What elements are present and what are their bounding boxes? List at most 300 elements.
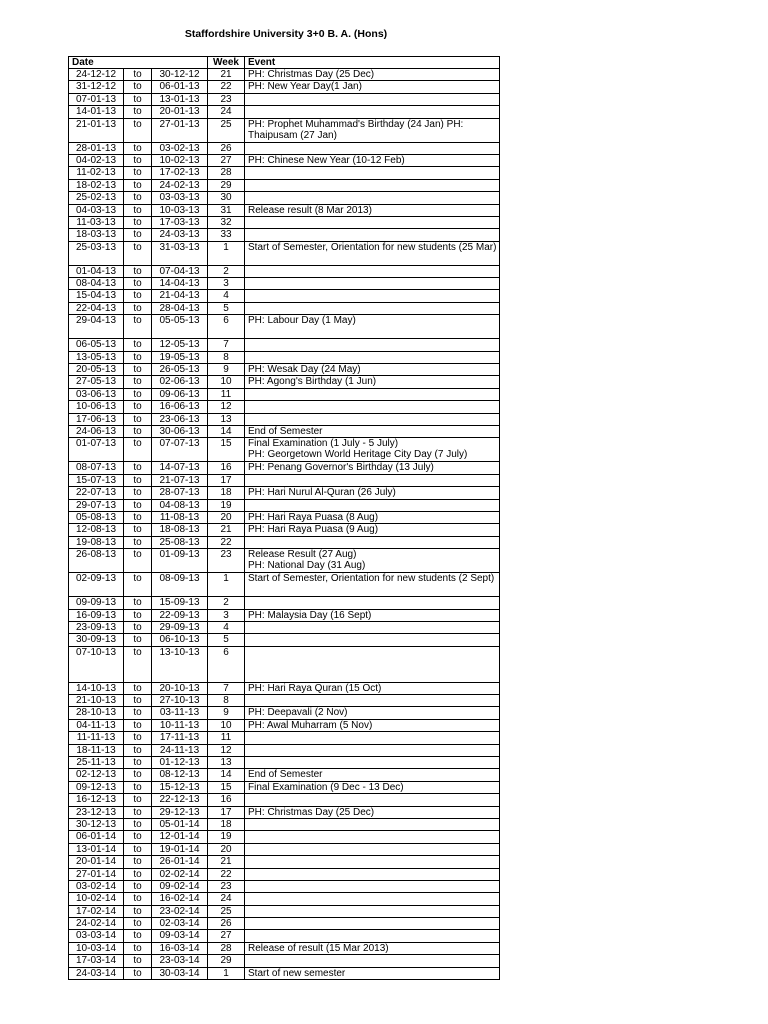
- to-cell: to: [124, 499, 152, 511]
- table-row: [69, 524, 500, 536]
- to-cell: to: [124, 942, 152, 954]
- table-row: [69, 646, 500, 682]
- table-row: [69, 204, 500, 216]
- to-cell: to: [124, 339, 152, 351]
- event-cell: [245, 880, 500, 892]
- start-date-cell: 17-03-14: [69, 955, 124, 967]
- end-date-cell: 17-11-13: [152, 732, 208, 744]
- start-date-cell: 14-01-13: [69, 106, 124, 118]
- start-date-cell: 18-02-13: [69, 179, 124, 191]
- week-cell: 5: [208, 634, 245, 646]
- event-text: PH: Deepavali (2 Nov): [248, 707, 348, 719]
- week-cell: 23: [208, 93, 245, 105]
- start-date-cell: 04-02-13: [69, 154, 124, 166]
- week-cell: 7: [208, 682, 245, 694]
- end-date-cell: 14-07-13: [152, 462, 208, 474]
- end-date-cell: 01-12-13: [152, 757, 208, 769]
- event-cell: [245, 290, 500, 302]
- to-cell: to: [124, 549, 152, 573]
- end-date-cell: 01-09-13: [152, 549, 208, 573]
- event-cell: [245, 831, 500, 843]
- week-cell: 26: [208, 142, 245, 154]
- week-cell: 3: [208, 609, 245, 621]
- start-date-cell: 24-02-14: [69, 918, 124, 930]
- table-row: [69, 216, 500, 228]
- start-date-cell: 05-08-13: [69, 511, 124, 523]
- event-text: PH: Awal Muharram (5 Nov): [248, 719, 373, 731]
- event-text: PH: Chinese New Year (10-12 Feb): [248, 154, 405, 166]
- to-cell: to: [124, 167, 152, 179]
- event-text: Start of Semester, Orientation for new students (2 Sept): [248, 573, 495, 585]
- event-cell: [245, 942, 500, 954]
- event-cell: [245, 905, 500, 917]
- week-cell: 8: [208, 695, 245, 707]
- to-cell: to: [124, 69, 152, 81]
- week-cell: 17: [208, 474, 245, 486]
- event-cell: [245, 487, 500, 499]
- to-cell: to: [124, 81, 152, 93]
- to-cell: to: [124, 868, 152, 880]
- event-cell: [245, 732, 500, 744]
- table-row: [69, 69, 500, 81]
- event-cell: [245, 856, 500, 868]
- week-cell: 11: [208, 388, 245, 400]
- event-cell: [245, 474, 500, 486]
- start-date-cell: 18-11-13: [69, 744, 124, 756]
- week-cell: 16: [208, 794, 245, 806]
- to-cell: to: [124, 351, 152, 363]
- table-row: [69, 351, 500, 363]
- event-text: Start of Semester, Orientation for new students (25 Mar): [248, 241, 497, 253]
- start-date-cell: 01-04-13: [69, 265, 124, 277]
- end-date-cell: 30-06-13: [152, 425, 208, 437]
- end-date-cell: 12-01-14: [152, 831, 208, 843]
- table-row: [69, 868, 500, 880]
- event-header: Event: [245, 57, 500, 69]
- week-cell: 24: [208, 106, 245, 118]
- to-cell: to: [124, 856, 152, 868]
- start-date-cell: 11-11-13: [69, 732, 124, 744]
- event-cell: [245, 930, 500, 942]
- end-date-cell: 02-02-14: [152, 868, 208, 880]
- start-date-cell: 07-10-13: [69, 646, 124, 682]
- to-cell: to: [124, 413, 152, 425]
- week-cell: 7: [208, 339, 245, 351]
- table-row: [69, 744, 500, 756]
- end-date-cell: 19-05-13: [152, 351, 208, 363]
- end-date-cell: 30-03-14: [152, 967, 208, 979]
- start-date-cell: 03-02-14: [69, 880, 124, 892]
- end-date-cell: 14-04-13: [152, 278, 208, 290]
- start-date-cell: 09-09-13: [69, 597, 124, 609]
- table-row: [69, 905, 500, 917]
- event-text: PH: Agong's Birthday (1 Jun): [248, 376, 377, 388]
- week-cell: 32: [208, 216, 245, 228]
- event-cell: [245, 634, 500, 646]
- event-cell: [245, 339, 500, 351]
- end-date-cell: 30-12-12: [152, 69, 208, 81]
- end-date-cell: 10-02-13: [152, 154, 208, 166]
- table-row: [69, 413, 500, 425]
- event-cell: [245, 707, 500, 719]
- week-cell: 19: [208, 831, 245, 843]
- event-cell: [245, 597, 500, 609]
- table-row: [69, 893, 500, 905]
- start-date-cell: 13-01-14: [69, 843, 124, 855]
- week-cell: 2: [208, 597, 245, 609]
- start-date-cell: 18-03-13: [69, 229, 124, 241]
- week-cell: 14: [208, 425, 245, 437]
- to-cell: to: [124, 818, 152, 830]
- start-date-cell: 20-01-14: [69, 856, 124, 868]
- table-row: [69, 388, 500, 400]
- to-cell: to: [124, 376, 152, 388]
- week-cell: 27: [208, 930, 245, 942]
- to-cell: to: [124, 93, 152, 105]
- week-cell: 16: [208, 462, 245, 474]
- to-cell: to: [124, 474, 152, 486]
- event-text: PH: Hari Raya Puasa (8 Aug): [248, 511, 379, 523]
- end-date-cell: 08-09-13: [152, 573, 208, 597]
- table-row: [69, 818, 500, 830]
- start-date-cell: 29-04-13: [69, 315, 124, 339]
- start-date-cell: 08-07-13: [69, 462, 124, 474]
- week-header: Week: [208, 57, 245, 69]
- date-header: Date: [69, 57, 208, 69]
- table-row: [69, 955, 500, 967]
- end-date-cell: 18-08-13: [152, 524, 208, 536]
- start-date-cell: 09-12-13: [69, 781, 124, 793]
- start-date-cell: 30-12-13: [69, 818, 124, 830]
- to-cell: to: [124, 918, 152, 930]
- to-cell: to: [124, 438, 152, 462]
- event-cell: [245, 769, 500, 781]
- to-cell: to: [124, 364, 152, 376]
- to-cell: to: [124, 216, 152, 228]
- end-date-cell: 27-01-13: [152, 118, 208, 142]
- to-cell: to: [124, 732, 152, 744]
- end-date-cell: 08-12-13: [152, 769, 208, 781]
- event-cell: [245, 192, 500, 204]
- start-date-cell: 13-05-13: [69, 351, 124, 363]
- start-date-cell: 23-12-13: [69, 806, 124, 818]
- week-cell: 20: [208, 511, 245, 523]
- table-row: [69, 438, 500, 462]
- event-cell: [245, 154, 500, 166]
- end-date-cell: 03-02-13: [152, 142, 208, 154]
- start-date-cell: 14-10-13: [69, 682, 124, 694]
- table-row: [69, 621, 500, 633]
- end-date-cell: 16-03-14: [152, 942, 208, 954]
- to-cell: to: [124, 769, 152, 781]
- event-cell: [245, 462, 500, 474]
- table-row: [69, 487, 500, 499]
- end-date-cell: 07-07-13: [152, 438, 208, 462]
- end-date-cell: 29-09-13: [152, 621, 208, 633]
- week-cell: 22: [208, 536, 245, 548]
- event-cell: [245, 499, 500, 511]
- end-date-cell: 03-03-13: [152, 192, 208, 204]
- start-date-cell: 03-06-13: [69, 388, 124, 400]
- start-date-cell: 24-06-13: [69, 425, 124, 437]
- end-date-cell: 19-01-14: [152, 843, 208, 855]
- event-cell: [245, 179, 500, 191]
- end-date-cell: 31-03-13: [152, 241, 208, 265]
- week-cell: 18: [208, 818, 245, 830]
- start-date-cell: 15-07-13: [69, 474, 124, 486]
- start-date-cell: 03-03-14: [69, 930, 124, 942]
- week-cell: 5: [208, 302, 245, 314]
- week-cell: 29: [208, 955, 245, 967]
- table-row: [69, 573, 500, 597]
- start-date-cell: 27-01-14: [69, 868, 124, 880]
- week-cell: 1: [208, 967, 245, 979]
- event-text: PH: Wesak Day (24 May): [248, 364, 361, 376]
- week-cell: 13: [208, 413, 245, 425]
- end-date-cell: 23-02-14: [152, 905, 208, 917]
- end-date-cell: 10-03-13: [152, 204, 208, 216]
- table-row: [69, 634, 500, 646]
- event-text: End of Semester: [248, 769, 323, 781]
- to-cell: to: [124, 118, 152, 142]
- start-date-cell: 31-12-12: [69, 81, 124, 93]
- to-cell: to: [124, 302, 152, 314]
- event-cell: [245, 818, 500, 830]
- event-text: PH: Hari Nurul Al-Quran (26 July): [248, 487, 396, 499]
- week-cell: 31: [208, 204, 245, 216]
- event-cell: [245, 781, 500, 793]
- start-date-cell: 16-09-13: [69, 609, 124, 621]
- end-date-cell: 13-10-13: [152, 646, 208, 682]
- start-date-cell: 16-12-13: [69, 794, 124, 806]
- event-cell: [245, 142, 500, 154]
- to-cell: to: [124, 179, 152, 191]
- to-cell: to: [124, 204, 152, 216]
- week-cell: 22: [208, 868, 245, 880]
- week-cell: 9: [208, 364, 245, 376]
- event-text: PH: Georgetown World Heritage City Day (7 July): [248, 449, 468, 461]
- start-date-cell: 06-01-14: [69, 831, 124, 843]
- start-date-cell: 30-09-13: [69, 634, 124, 646]
- end-date-cell: 02-03-14: [152, 918, 208, 930]
- start-date-cell: 20-05-13: [69, 364, 124, 376]
- table-row: [69, 401, 500, 413]
- to-cell: to: [124, 192, 152, 204]
- week-cell: 10: [208, 719, 245, 731]
- event-text: PH: Hari Raya Puasa (9 Aug): [248, 524, 379, 536]
- week-cell: 21: [208, 524, 245, 536]
- to-cell: to: [124, 609, 152, 621]
- to-cell: to: [124, 695, 152, 707]
- event-cell: [245, 609, 500, 621]
- table-row: [69, 707, 500, 719]
- table-row: [69, 719, 500, 731]
- table-row: [69, 339, 500, 351]
- table-row: [69, 81, 500, 93]
- event-cell: [245, 744, 500, 756]
- event-text: End of Semester: [248, 425, 323, 437]
- week-cell: 19: [208, 499, 245, 511]
- end-date-cell: 29-12-13: [152, 806, 208, 818]
- table-row: [69, 769, 500, 781]
- event-text: Final Examination (9 Dec - 13 Dec): [248, 781, 404, 793]
- event-cell: [245, 167, 500, 179]
- week-cell: 18: [208, 487, 245, 499]
- to-cell: to: [124, 524, 152, 536]
- start-date-cell: 10-02-14: [69, 893, 124, 905]
- start-date-cell: 12-08-13: [69, 524, 124, 536]
- table-row: [69, 315, 500, 339]
- event-text: PH: Labour Day (1 May): [248, 315, 356, 327]
- week-cell: 15: [208, 438, 245, 462]
- table-row: [69, 376, 500, 388]
- end-date-cell: 11-08-13: [152, 511, 208, 523]
- to-cell: to: [124, 794, 152, 806]
- start-date-cell: 28-01-13: [69, 142, 124, 154]
- event-cell: [245, 646, 500, 682]
- to-cell: to: [124, 967, 152, 979]
- table-row: [69, 241, 500, 265]
- end-date-cell: 02-06-13: [152, 376, 208, 388]
- end-date-cell: 21-04-13: [152, 290, 208, 302]
- event-cell: [245, 216, 500, 228]
- end-date-cell: 26-05-13: [152, 364, 208, 376]
- end-date-cell: 26-01-14: [152, 856, 208, 868]
- to-cell: to: [124, 241, 152, 265]
- start-date-cell: 17-02-14: [69, 905, 124, 917]
- table-row: [69, 967, 500, 979]
- start-date-cell: 02-09-13: [69, 573, 124, 597]
- table-row: [69, 695, 500, 707]
- week-cell: 8: [208, 351, 245, 363]
- end-date-cell: 28-07-13: [152, 487, 208, 499]
- week-cell: 2: [208, 265, 245, 277]
- table-row: [69, 806, 500, 818]
- to-cell: to: [124, 682, 152, 694]
- event-cell: [245, 351, 500, 363]
- week-cell: 15: [208, 781, 245, 793]
- to-cell: to: [124, 880, 152, 892]
- to-cell: to: [124, 388, 152, 400]
- table-row: [69, 918, 500, 930]
- event-cell: [245, 413, 500, 425]
- table-row: [69, 609, 500, 621]
- table-row: [69, 781, 500, 793]
- document-title: Staffordshire University 3+0 B. A. (Hons): [184, 28, 388, 40]
- end-date-cell: 03-11-13: [152, 707, 208, 719]
- event-cell: [245, 757, 500, 769]
- week-cell: 12: [208, 744, 245, 756]
- to-cell: to: [124, 573, 152, 597]
- event-cell: [245, 204, 500, 216]
- event-cell: [245, 438, 500, 462]
- to-cell: to: [124, 757, 152, 769]
- event-cell: [245, 868, 500, 880]
- start-date-cell: 24-12-12: [69, 69, 124, 81]
- end-date-cell: 28-04-13: [152, 302, 208, 314]
- event-cell: [245, 364, 500, 376]
- start-date-cell: 22-07-13: [69, 487, 124, 499]
- table-row: [69, 364, 500, 376]
- end-date-cell: 24-02-13: [152, 179, 208, 191]
- to-cell: to: [124, 905, 152, 917]
- academic-calendar-table: [68, 56, 500, 980]
- start-date-cell: 04-11-13: [69, 719, 124, 731]
- to-cell: to: [124, 142, 152, 154]
- event-cell: [245, 93, 500, 105]
- week-cell: 25: [208, 905, 245, 917]
- end-date-cell: 22-12-13: [152, 794, 208, 806]
- week-cell: 23: [208, 880, 245, 892]
- event-cell: [245, 425, 500, 437]
- event-cell: [245, 315, 500, 339]
- table-row: [69, 831, 500, 843]
- end-date-cell: 07-04-13: [152, 265, 208, 277]
- table-row: [69, 549, 500, 573]
- week-cell: 1: [208, 241, 245, 265]
- to-cell: to: [124, 536, 152, 548]
- week-cell: 27: [208, 154, 245, 166]
- event-text: PH: New Year Day(1 Jan): [248, 81, 362, 93]
- to-cell: to: [124, 719, 152, 731]
- event-text: Release Result (27 Aug): [248, 549, 357, 561]
- table-row: [69, 511, 500, 523]
- to-cell: to: [124, 597, 152, 609]
- start-date-cell: 26-08-13: [69, 549, 124, 573]
- start-date-cell: 01-07-13: [69, 438, 124, 462]
- week-cell: 22: [208, 81, 245, 93]
- start-date-cell: 25-11-13: [69, 757, 124, 769]
- week-cell: 4: [208, 290, 245, 302]
- event-text: PH: Christmas Day (25 Dec): [248, 806, 375, 818]
- event-cell: [245, 955, 500, 967]
- end-date-cell: 06-01-13: [152, 81, 208, 93]
- event-cell: [245, 388, 500, 400]
- week-cell: 9: [208, 707, 245, 719]
- start-date-cell: 25-02-13: [69, 192, 124, 204]
- start-date-cell: 17-06-13: [69, 413, 124, 425]
- event-cell: [245, 106, 500, 118]
- event-cell: [245, 229, 500, 241]
- end-date-cell: 21-07-13: [152, 474, 208, 486]
- event-text: Release result (8 Mar 2013): [248, 204, 372, 216]
- event-cell: [245, 893, 500, 905]
- to-cell: to: [124, 744, 152, 756]
- end-date-cell: 16-02-14: [152, 893, 208, 905]
- start-date-cell: 11-03-13: [69, 216, 124, 228]
- week-cell: 28: [208, 942, 245, 954]
- event-cell: [245, 376, 500, 388]
- event-cell: [245, 719, 500, 731]
- event-text: PH: Hari Raya Quran (15 Oct): [248, 682, 382, 694]
- table-row: [69, 93, 500, 105]
- event-cell: [245, 265, 500, 277]
- event-cell: [245, 118, 500, 142]
- start-date-cell: 06-05-13: [69, 339, 124, 351]
- table-row: [69, 732, 500, 744]
- event-cell: [245, 511, 500, 523]
- week-cell: 26: [208, 918, 245, 930]
- table-row: [69, 167, 500, 179]
- to-cell: to: [124, 843, 152, 855]
- table-row: [69, 142, 500, 154]
- table-row: [69, 192, 500, 204]
- event-cell: [245, 81, 500, 93]
- to-cell: to: [124, 290, 152, 302]
- table-row: [69, 290, 500, 302]
- event-text: PH: Penang Governor's Birthday (13 July): [248, 462, 434, 474]
- to-cell: to: [124, 646, 152, 682]
